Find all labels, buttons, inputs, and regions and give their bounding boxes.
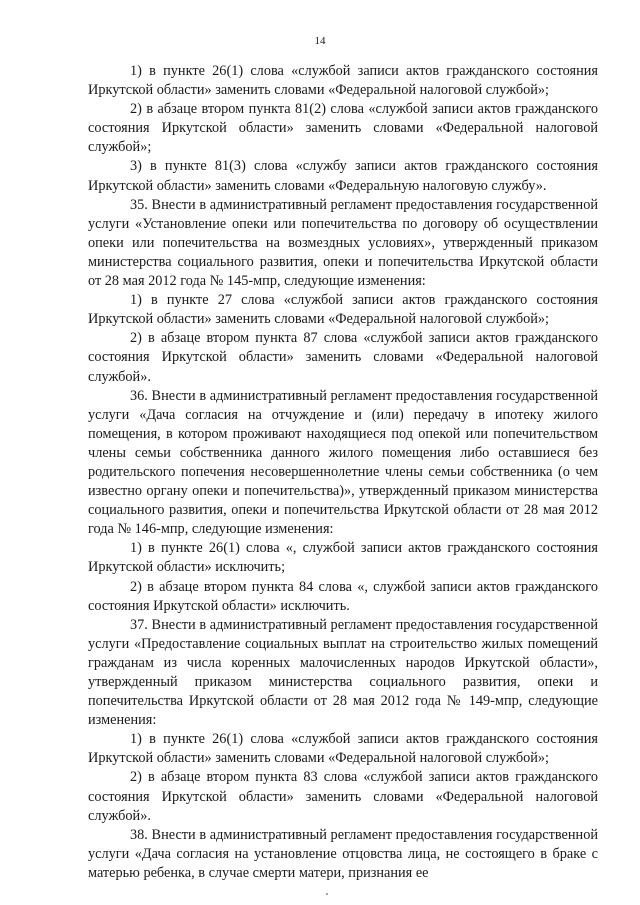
- scan-speck: [326, 893, 328, 895]
- paragraph: 38. Внести в административный регламент предоставления государственной услуги «Дача согласия на установление отцовства лица, не состоящего в браке с матерью ребенка, в случае смерти матери, признания ее: [88, 826, 598, 881]
- document-body: [88, 62, 598, 883]
- paragraph: 1) в пункте 26(1) слова «службой записи актов гражданского состояния Иркутской области» заменить словами «Федеральной налоговой службой»;: [88, 731, 598, 767]
- paragraph: 1) в пункте 26(1) слова «, службой записи актов гражданского состояния Иркутской области» исключить;: [88, 540, 598, 576]
- paragraph: 37. Внести в административный регламент предоставления государственной услуги «Предоставление социальных выплат на строительство жилых помещений гражданам из числа коренных малочисленных народов Иркутской области», утвержденный приказом министерства социального развития, опеки и попечительства Иркутской области от 28 мая 2012 года № 149-мпр, следующие изменения:: [88, 616, 598, 729]
- paragraph: 36. Внести в административный регламент предоставления государственной услуги «Дача согласия на отчуждение и (или) передачу в ипотеку жилого помещения, в котором проживают находящиеся под опекой или попечительством члены семьи собственника данного жилого помещения либо оставшиеся без родительского попечения несовершеннолетние члены семьи собственника (о чем известно органу опеки и попечительства)», утвержденный приказом министерства социального развития, опеки и попечительства Иркутской области от 28 мая 2012 года № 146-мпр, следующие изменения:: [88, 387, 598, 538]
- paragraph: 2) в абзаце втором пункта 81(2) слова «службой записи актов гражданского состояния Иркутской области» заменить словами «Федеральной налоговой службой»;: [88, 101, 598, 156]
- paragraph: 2) в абзаце втором пункта 84 слова «, службой записи актов гражданского состояния Иркутской области» исключить.: [88, 578, 598, 614]
- paragraph: 1) в пункте 27 слова «службой записи актов гражданского состояния Иркутской области» заменить словами «Федеральной налоговой службой»;: [88, 292, 598, 328]
- paragraph: 2) в абзаце втором пункта 83 слова «службой записи актов гражданского состояния Иркутской области» заменить словами «Федеральной налоговой службой».: [88, 769, 598, 824]
- paragraph: 1) в пункте 26(1) слова «службой записи актов гражданского состояния Иркутской области» заменить словами «Федеральной налоговой службой»;: [88, 63, 598, 99]
- paragraph: 3) в пункте 81(3) слова «службу записи актов гражданского состояния Иркутской области» заменить словами «Федеральную налоговую службу».: [88, 158, 598, 194]
- page-number: 14: [314, 35, 326, 47]
- paragraph: 2) в абзаце втором пункта 87 слова «службой записи актов гражданского состояния Иркутской области» заменить словами «Федеральной налоговой службой».: [88, 330, 598, 385]
- paragraph: 35. Внести в административный регламент предоставления государственной услуги «Установление опеки или попечительства по договору об осуществлении опеки или попечительства на возмездных условиях», утвержденный приказом министерства социального развития, опеки и попечительства Иркутской области от 28 мая 2012 года № 145-мпр, следующие изменения:: [88, 196, 598, 290]
